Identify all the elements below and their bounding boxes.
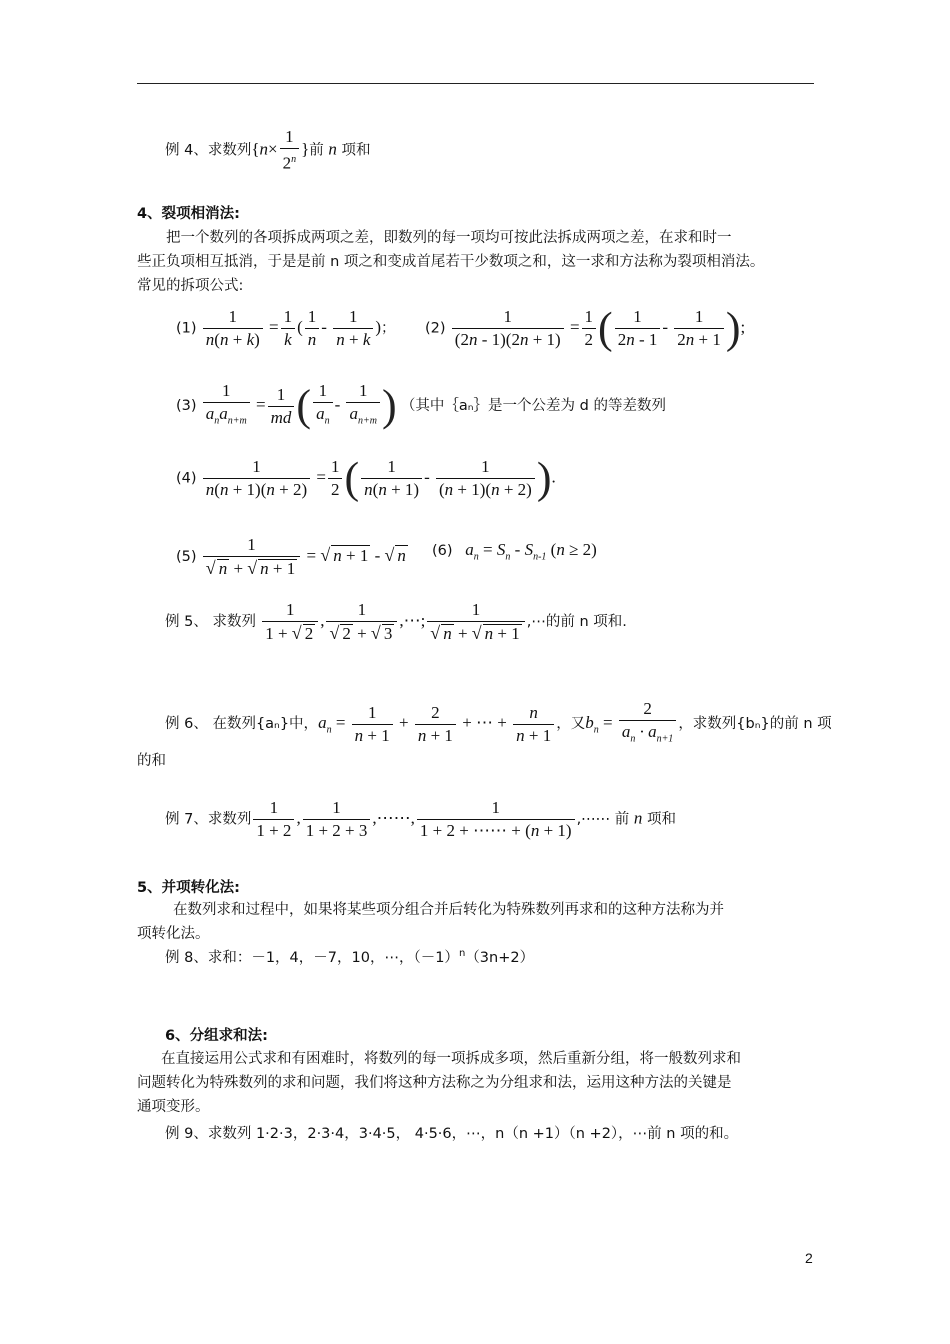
section-5-title: 5、并项转化法:: [137, 880, 240, 896]
section-6-title: 6、分组求和法:: [165, 1028, 268, 1044]
section-6-paragraph: 在直接运用公式求和有困难时，将数列的每一项拆成多项，然后重新分组，将一般数列求和 问题转化为特殊数列的求和问题，我们将这种方法称之为分组求和法，运用这种方法的关键是 通项变形。: [137, 1051, 741, 1115]
formula-4: (4) $\frac{1}{n(n + 1)(n + 2)}$ = $\frac{1}{2}$ ( $\frac{1}{n(n + 1)}$ - $\frac{1}{(n + 1)(n + 2)}$ ).: [176, 453, 556, 503]
formula-6: (6) $a_n = S_n - S_{n-1}$ (n ≥ 2): [432, 540, 597, 563]
example-4: 例 4、求数列{n× $\frac{1}{2^n}$ }前 n 项和: [165, 127, 371, 173]
example-9: 例 9、求数列 1·2·3，2·3·4，3·4·5， 4·5·6，⋯，n（n +1）（n +2），⋯前 n 项的和。: [165, 1126, 739, 1142]
section-5-paragraph: 在数列求和过程中，如果将某些项分组合并后转化为特殊数列再求和的这种方法称为并 项转化法。: [137, 902, 724, 942]
header-rule: [137, 83, 814, 84]
example-6-line2: 的和: [137, 753, 166, 769]
page-number: 2: [805, 1250, 813, 1266]
example-6: 例 6、 在数列{aₙ}中，$a_n$ = $\frac{1}{n + 1}$ + $\frac{2}{n + 1}$ + ⋯ + $\frac{n}{n + 1}$ ，又$b_n$ = $\frac{2}{a_n \cdot a_{n+1}}$ ，求数列{bₙ}的前 n 项: [165, 699, 832, 745]
example-7: 例 7、求数列 $\frac{1}{1 + 2}$ , $\frac{1}{1 + 2 + 3}$ ,⋯⋯, $\frac{1}{1 + 2 + \cdots\cdots + (n + 1)}$ ,⋯⋯ 前 n 项和: [165, 798, 676, 840]
formula-1: (1) $\frac{1}{n(n + k)}$ = $\frac{1}{k}$ ( $\frac{1}{n}$ - $\frac{1}{n + k}$ )；: [176, 307, 396, 349]
example-8: 例 8、求和：－1，4，－7，10，⋯，$(-1)^n(3n+2)$: [165, 948, 535, 966]
section-4-paragraph: 把一个数列的各项拆成两项之差，即数列的每一项均可按此法拆成两项之差，在求和时一 些正负项相互抵消，于是是前 n 项之和变成首尾若干少数项之和，这一求和方法称为裂项相消法。 常见的拆项公式:: [137, 230, 765, 294]
formula-5: (5) $\frac{1}{√ n + √ n + 1}$ = √ n + 1 - √ n: [176, 535, 406, 578]
formula-3: (3) $\frac{1}{a_na_{n+m}}$ = $\frac{1}{md}$ ( $\frac{1}{a_n}$ - $\frac{1}{a_{n+m}}$ ) （其中｛aₙ｝是一个公差为 d 的等差数列: [176, 381, 666, 431]
section-4-title: 4、裂项相消法:: [137, 206, 240, 222]
formula-2: (2) $\frac{1}{(2n - 1)(2n + 1)}$ = $\frac{1}{2}$ ( $\frac{1}{2n - 1}$ - $\frac{1}{2n + 1}$ );: [425, 303, 746, 353]
example-5: 例 5、 求数列 $\frac{1}{1 + √ 2}$ , $\frac{1}{√ 2 + √ 3}$ ,⋯; $\frac{1}{√ n + √ n + 1}$ ,⋯的前 n 项和.: [165, 600, 627, 643]
